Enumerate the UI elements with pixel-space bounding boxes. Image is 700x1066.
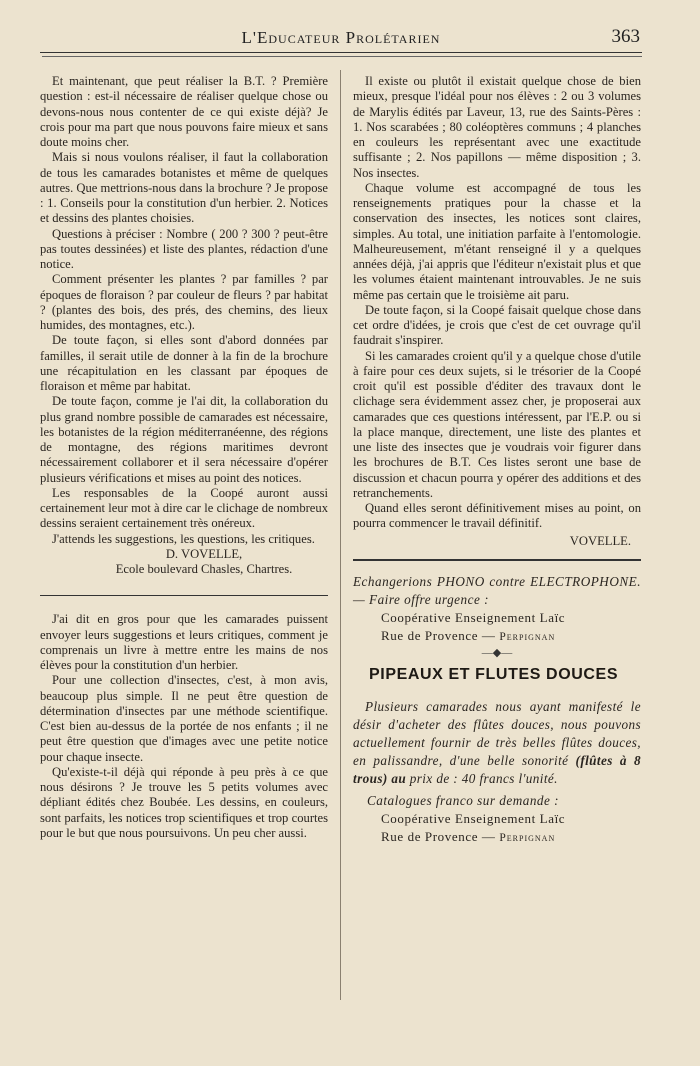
left-column <box>40 74 328 841</box>
paragraph: J'ai dit en gros pour que les camarades puissent envoyer leurs suggestions et leurs critiques, comment je comprenais un livre à mettre entre les mains de nos élèves pour la constitution d'un herbier. <box>40 612 328 672</box>
signature-address: Ecole boulevard Chasles, Chartres. <box>115 562 293 576</box>
header-rule <box>42 56 642 57</box>
right-column <box>353 74 641 847</box>
paragraph: Questions à préciser : Nombre ( 200 ? 300 ? peut-être pas toutes dessinées) et liste des plantes, rédaction d'une notice. <box>40 226 328 271</box>
paragraph: De toute façon, si la Coopé faisait quelque chose dans cet ordre d'idées, je crois que c'est de cet ouvrage qu'il faudrait s'inspirer. <box>353 302 641 348</box>
paragraph: Si les camarades croient qu'il y a quelque chose d'utile à faire pour ces deux sujets, si le trésorier de la Coopé croit qu'il est possible d'éditer des travaux dont le clichage sera évidemment assez cher, je proposerai aux camarades que ces questions intéressent, par l'E.P. ou si la place manque, directement, une liste des plantes et une liste des insectes que je voudrais voir figurer dans les brochures de B.T. Ces listes seront une base de discussion et chacun pourra y opérer des additions et des retranchements. <box>353 348 641 500</box>
section-divider <box>353 559 641 561</box>
ad-address-line: Coopérative Enseignement Laïc <box>381 811 566 827</box>
ad-city: Perpignan <box>499 832 556 845</box>
paragraph: De toute façon, comme je l'ai dit, la collaboration du plus grand nombre possible de camarades est nécessaire, les botanistes de la région méditerranéenne, des régions de montagne, des régions maritimes devront nécessairement collaborer et il sera nécessaire d'opérer plusieurs vérifications et mises au point des notices. <box>40 394 328 485</box>
paragraph: De toute façon, si elles sont d'abord données par familles, il serait utile de donner à la fin de la brochure une récapitulation en les classant par époques de floraison et même par habitat. <box>40 333 328 393</box>
signature: VOVELLE. <box>569 533 631 548</box>
ornament-divider: —◆— <box>481 646 513 659</box>
paragraph: J'attends les suggestions, les questions, les critiques. <box>52 531 315 546</box>
classified-ad-text: Echangerions PHONO contre ELECTROPHONE.— Faire offre urgence : <box>353 573 641 607</box>
section-divider <box>40 595 328 596</box>
ad-street: Rue de Provence — <box>381 627 496 643</box>
ad-catalog-note: Catalogues franco sur demande : <box>367 793 560 809</box>
paragraph: Mais si nous voulons réaliser, il faut la collaboration de tous les camarades botanistes et même de quelques autres. Que mettrions-nous dans la brochure ? Je propose : 1. Conseils pour la constitution d'un herbier. 2. Notices et dessins des plantes choisies. <box>40 150 328 226</box>
ad-address-line: Coopérative Enseignement Laïc <box>381 609 566 625</box>
ad-address-line <box>353 828 641 847</box>
paragraph: Quand elles seront définitivement mises au point, on pourra commencer le travail définitif. <box>353 501 641 531</box>
ad-street: Rue de Provence — <box>381 829 496 845</box>
ad-city: Perpignan <box>499 630 556 643</box>
paragraph: Et maintenant, que peut réaliser la B.T. ? Première question : est-il nécessaire de réaliser quelque chose ou devons-nous nous contenter de ce qui existe déjà? Je crois pour ma part que nous pouvons faire mieux et sans doute moins cher. <box>40 74 328 149</box>
signature-name: D. VOVELLE, <box>165 546 243 561</box>
paragraph: Comment présenter les plantes ? par familles ? par époques de floraison ? par couleur de fleurs ? par habitat ? (plantes des bois, des prés, des chemins, des lieux humides, des montagnes, etc.). <box>40 272 328 332</box>
ad-title: PIPEAUX ET FLUTES DOUCES <box>369 666 619 683</box>
running-title: L'Educateur Prolétarien <box>241 28 441 47</box>
paragraph: Les responsables de la Coopé auront aussi certainement leur mot à dire car le clichage de nombreux dessins seraient certainement très onéreux. <box>40 485 328 531</box>
ad-body: Plusieurs camarades nous ayant manifesté le désir d'acheter des flûtes douces, nous pouvons actuellement fournir de très belles flûtes douces, en palissandre, d'une belle sonorité (flûtes à 8 trous) au prix de : 40 francs l'unité. <box>353 699 641 787</box>
ad-address-line <box>353 627 641 646</box>
page-header <box>40 26 642 53</box>
paragraph: Pour une collection d'insectes, c'est, à mon avis, beaucoup plus simple. Il ne peut être question de détermination d'insectes par une méthode scientifique. C'est bien au-dessus de la portée de nos enfants ; il ne peut être question que d'images avec une petite notice pour chaque insecte. <box>40 673 328 764</box>
paragraph: Qu'existe-t-il déjà qui réponde à peu près à ce que nous désirons ? Je trouve les 5 petits volumes avec dépliant édités chez Boubée. Les dessins, en couleurs, sont parfaits, les notices trop scientifiques et trop courtes pour le but que nous poursuivons. Un peu cher aussi. <box>40 764 328 840</box>
paragraph: Il existe ou plutôt il existait quelque chose de bien mieux, presque l'idéal pour nos élèves : 2 ou 3 volumes de Marylis édités par Laveur, 13, rue des Saints-Pères : 1. Nos scarabées ; 80 coléoptères communs ; 4 planches en couleurs les représentant avec une exactitude suffisante ; 2. Nos papillons — même disposition ; 3. Nos insectes. <box>353 74 641 180</box>
column-divider <box>340 70 341 1000</box>
page-number: 363 <box>611 26 640 47</box>
paragraph: Chaque volume est accompagné de tous les renseignements pratiques pour la chasse et la conservation des insectes, les notices sont claires, simples. Au total, une initiation parfaite à l'entomologie. Malheureusement, m'étant renseigné il y a quelques années déjà, j'ai appris que l'éditeur n'existait plus et que les volumes étaient maintenant introuvables. Je ne suis même pas certain que le troisième ait paru. <box>353 180 641 302</box>
